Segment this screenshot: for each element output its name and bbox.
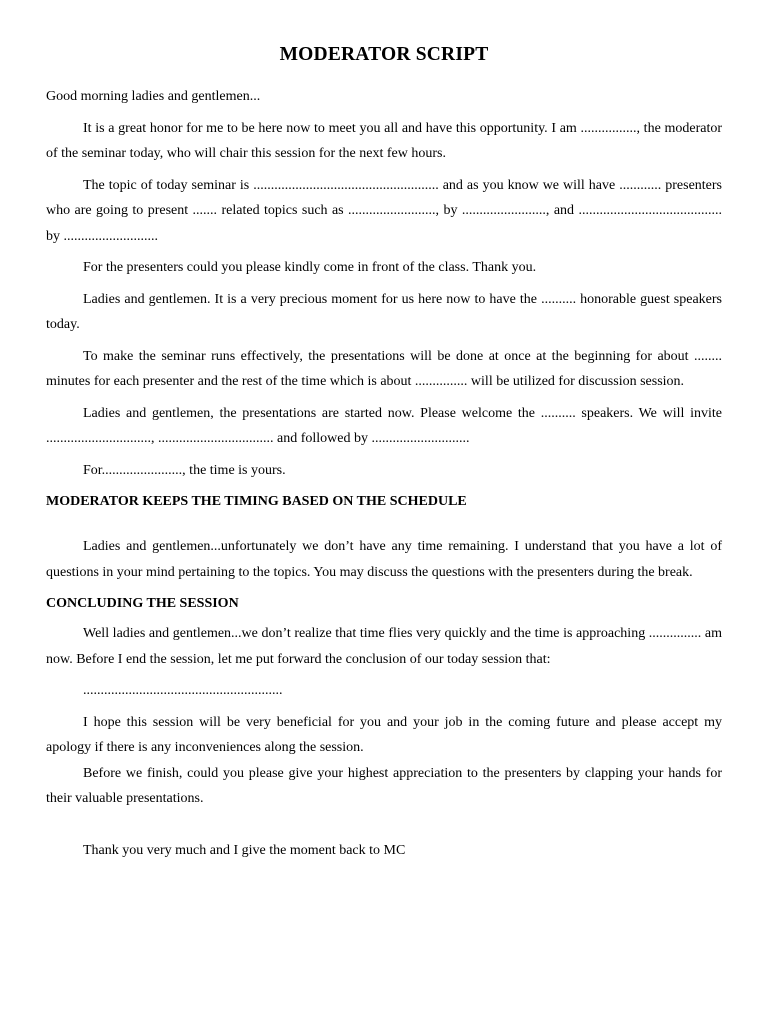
time-remaining-paragraph: Ladies and gentlemen...unfortunately we don’t have any time remaining. I understand that you have a lot of questions in your mind pertaining to the topics. You may discuss the questions with the presenters during the break. (46, 539, 722, 580)
greeting-paragraph: Good morning ladies and gentlemen... (46, 89, 261, 104)
handover-paragraph: For......................., the time is yours. (83, 462, 286, 478)
guest-speakers-paragraph: Ladies and gentlemen. It is a very precious moment for us here now to have the .......... honorable guest speakers today. (46, 291, 722, 332)
document-title: MODERATOR SCRIPT (279, 44, 489, 65)
closing-thanks-paragraph: Thank you very much and I give the moment back to MC (83, 842, 406, 858)
presenters-invite-paragraph: For the presenters could you please kindly come in front of the class. Thank you. (83, 260, 537, 275)
schedule-paragraph: To make the seminar runs effectively, the presentations will be done at once at the beginning for about ........ minutes for each presenter and the rest of the time which is about ............... will be utilized for discussion session. (46, 348, 722, 389)
introduction-paragraph: It is a great honor for me to be here now to meet you all and have this opportunity. I am ................, the moderator of the seminar today, who will chair this session for the next few hours. (46, 120, 722, 161)
appreciation-paragraph: Before we finish, could you please give your highest appreciation to the presenters by clapping your hands for their valuable presentations. (46, 765, 722, 806)
timing-heading: MODERATOR KEEPS THE TIMING BASED ON THE SCHEDULE (46, 494, 467, 509)
conclusion-blank-line: ......................................................... (83, 683, 283, 698)
conclusion-paragraph: Well ladies and gentlemen...we don’t realize that time flies very quickly and the time is approaching ............... am now. Before I end the session, let me put forward the conclusion of our today session that: (46, 626, 722, 667)
concluding-heading: CONCLUDING THE SESSION (46, 596, 239, 611)
topic-paragraph: The topic of today seminar is ..................................................... and as you know we will have ............ presenters who are going to present ....... related topics such as ........................., by ........................, and ......................................... by ........................... (46, 177, 722, 244)
closing-hope-paragraph: I hope this session will be very beneficial for you and your job in the coming future and please accept my apology if there is any inconveniences along the session. (46, 714, 722, 755)
welcome-speakers-paragraph: Ladies and gentlemen, the presentations are started now. Please welcome the .......... speakers. We will invite .............................., ................................. and followed by ............................ (46, 405, 722, 446)
document-page (46, 40, 722, 869)
